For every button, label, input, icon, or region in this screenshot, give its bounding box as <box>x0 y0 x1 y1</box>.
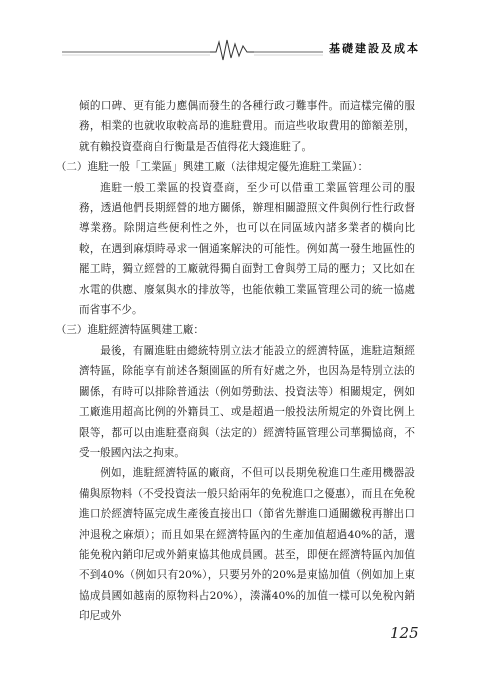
running-header <box>62 36 420 62</box>
paragraph-3: 最後，有關進駐由總統特別立法才能設立的經濟特區，進駐這類經濟特區，除能享有前述各類園區的所有好處之外，也因為是特別立法的關係，有時可以排除普通法（例如勞動法、投資法等）相關規定，例如工廠進用超高比例的外籍員工、或是超過一般投法所規定的外資比例上限等，都可以由進駐臺商與（法定的）經濟特區管理公司華獨協商，不受一般國內法之拘束。 <box>79 344 415 459</box>
page-number: 125 <box>390 624 419 642</box>
paragraph-4: 例如，進駐經濟特區的廠商，不但可以長期免稅進口生產用機器設備與原物料（不受投資法一般只給兩年的免稅進口之優惠），而且在免稅進口於經濟特區完成生產後直接出口（節省先辦進口通關繳稅再辦出口沖退稅之麻煩）；而且如果在經濟特區內的生產加值超過40%的話，還能免稅內銷印尼或外銷東協其他成員國。甚至，即便在經濟特區內加值不到40%（例如只有20%），只要另外的20%是東協加值（例如加上東協成員國如越南的原物料占20%），湊滿40%的加值一樣可以免稅內銷印尼或外 <box>79 467 415 623</box>
document-body <box>55 96 415 627</box>
section-heading-3: （三）進駐經濟特區興建工廠： <box>55 324 204 337</box>
paragraph-2: 進駐一般工業區的投資臺商，至少可以借重工業區管理公司的服務，透過他們長期經營的地方關係，辦理相關證照文件與例行性行政督導業務。除開這些便利性之外，也可以在同區域內諸多業者的橫向比較，在遇到麻煩時尋求一個通案解決的可能性。例如萬一發生地區性的罷工時，獨立經營的工廠就得獨自面對工會與勞工局的壓力；又比如在水電的供應、廢氣與水的排放等，也能依賴工業區管理公司的統一協處而省事不少。 <box>79 181 415 317</box>
paragraph-1: 傾的口碑、更有能力應偶而發生的各種行政刁難事件。而這樣完備的服務，相業的也就收取較高昂的進駐費用。而這些收取費用的節額差別，就有賴投資臺商自行衡量是否值得花大錢進駐了。 <box>79 100 415 153</box>
section-heading-2: （二）進駐一般「工業區」興建工廠（法律規定優先進駐工業區）： <box>55 161 369 174</box>
header-title: 基礎建設及成本 <box>323 40 420 58</box>
